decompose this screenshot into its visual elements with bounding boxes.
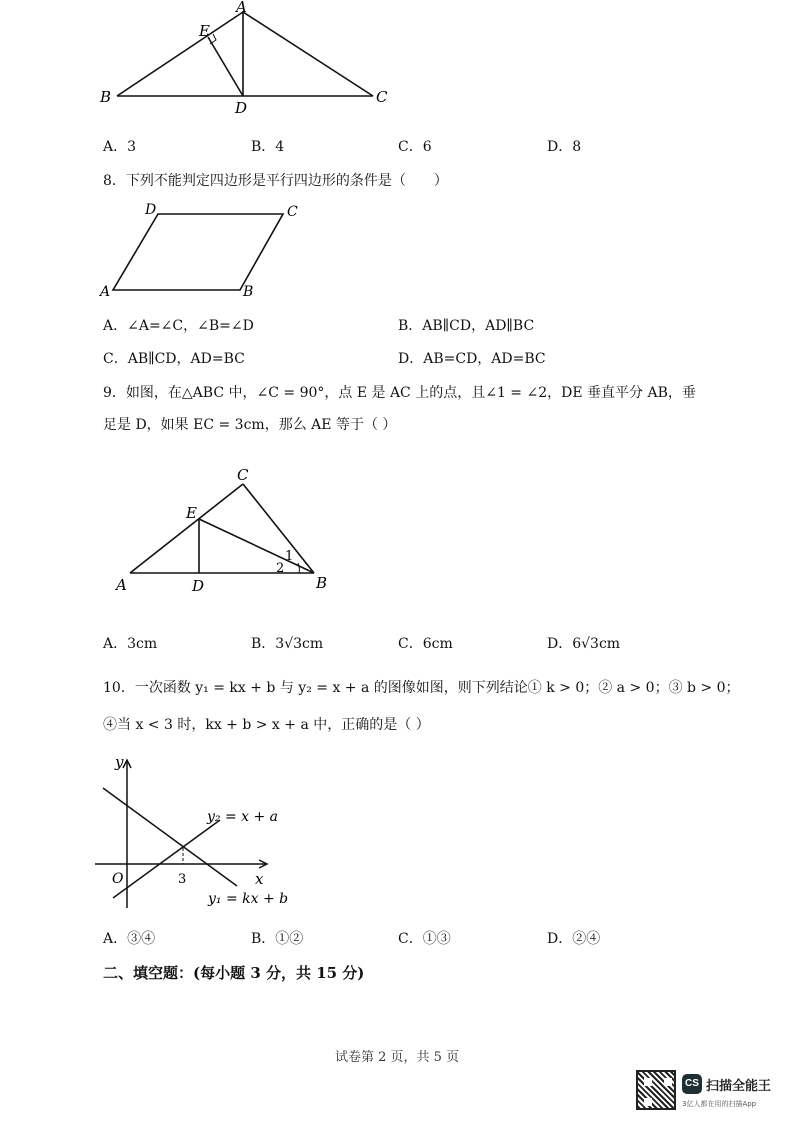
- q10-stem-line2: ④当 x < 3 时，kx + b > x + a 中，正确的是（ ）: [103, 717, 430, 733]
- label-E: E: [186, 504, 197, 522]
- q9-triangle-figure: [110, 462, 340, 597]
- q8-option-c: C．AB∥CD，AD=BC: [103, 351, 245, 367]
- label-D: D: [192, 577, 205, 595]
- tick-3-label: 3: [178, 872, 187, 887]
- label-E: E: [199, 22, 210, 40]
- line-y1-label: y₁ = kx + b: [208, 891, 289, 907]
- label-B: B: [316, 574, 328, 592]
- angle-2-label: 2: [276, 561, 285, 576]
- q7-triangle-figure: [95, 0, 405, 118]
- qr-code-icon: [636, 1070, 676, 1110]
- label-D: D: [235, 99, 248, 117]
- label-D: D: [145, 202, 157, 218]
- q9-stem-line1: 9．如图，在△ABC 中，∠C = 90°，点 E 是 AC 上的点，且∠1 = ∠2，DE 垂直平分 AB，垂: [103, 385, 696, 401]
- scanner-logo-icon: CS: [682, 1074, 702, 1094]
- q10-stem-line1: 10．一次函数 y₁ = kx + b 与 y₂ = x + a 的图像如图，则下列结论① k > 0；② a > 0；③ b > 0；: [103, 680, 740, 696]
- label-C: C: [287, 204, 298, 220]
- label-B: B: [100, 88, 112, 106]
- scanner-watermark: [636, 1070, 786, 1116]
- q8-stem: 8．下列不能判定四边形是平行四边形的条件是（ ）: [103, 173, 448, 189]
- label-B: B: [243, 284, 254, 300]
- q9-option-c: C．6cm: [398, 636, 453, 652]
- angle-1-label: 1: [285, 549, 294, 564]
- q9-option-d: D．6√3cm: [547, 636, 621, 652]
- q7-option-d: D．8: [547, 139, 582, 155]
- scanner-app-name: 扫描全能王: [706, 1079, 772, 1094]
- page-footer: 试卷第 2 页，共 5 页: [335, 1050, 460, 1065]
- q10-option-c: C．①③: [398, 931, 451, 947]
- q7-option-b: B．4: [251, 139, 285, 155]
- line-y2-label: y₂ = x + a: [207, 809, 279, 825]
- q10-option-b: B．①②: [251, 931, 304, 947]
- q9-option-a: A．3cm: [103, 636, 158, 652]
- label-C: C: [376, 88, 388, 106]
- scanner-tagline: 3亿人都在用的扫描App: [682, 1100, 757, 1108]
- q7-option-c: C．6: [398, 139, 432, 155]
- label-A: A: [236, 0, 247, 16]
- origin-label: O: [112, 871, 124, 887]
- q8-parallelogram-figure: [95, 198, 325, 303]
- label-C: C: [237, 466, 249, 484]
- q9-stem-line2: 足是 D，如果 EC = 3cm，那么 AE 等于（ ）: [103, 417, 397, 433]
- q10-function-graph: [95, 748, 295, 913]
- q9-option-b: B．3√3cm: [251, 636, 324, 652]
- q8-option-b: B．AB∥CD，AD∥BC: [398, 318, 535, 334]
- q10-option-d: D．②④: [547, 931, 601, 947]
- q8-option-d: D．AB=CD，AD=BC: [398, 351, 546, 367]
- x-axis-label: x: [255, 870, 264, 888]
- y-axis-label: y: [115, 753, 124, 771]
- section-2-heading: 二、填空题：(每小题 3 分，共 15 分): [103, 964, 365, 982]
- q7-option-a: A．3: [103, 139, 137, 155]
- label-A: A: [100, 284, 111, 300]
- label-A: A: [116, 576, 127, 594]
- q10-option-a: A．③④: [103, 931, 156, 947]
- q8-option-a: A．∠A=∠C，∠B=∠D: [103, 318, 254, 334]
